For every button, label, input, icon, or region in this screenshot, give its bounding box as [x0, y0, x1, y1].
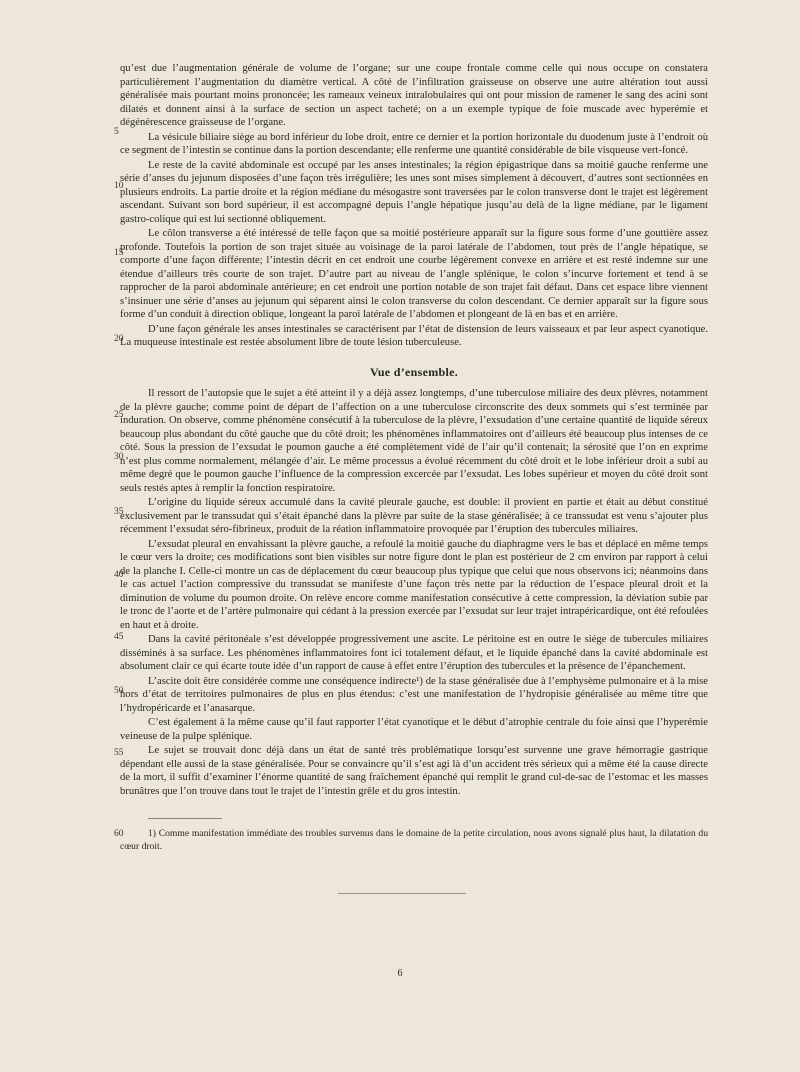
- line-number: 5: [114, 127, 119, 137]
- footnote: [120, 828, 708, 853]
- line-number: 30: [114, 452, 124, 462]
- line-number: 35: [114, 507, 124, 517]
- line-number: 55: [114, 748, 124, 758]
- page-number: 6: [397, 968, 403, 979]
- line-number: 15: [114, 248, 124, 258]
- body-text: [120, 62, 708, 799]
- paragraph: L’origine du liquide séreux accumulé dans la cavité pleurale gauche, est double: il provient en partie et était au début constitué exclusivement par le transsudat qui s’était épanché dans la plèvre par suite de la stase généralisée; à ce transsudat est venu s’ajouter plus récemment l’exsudat séro-fibrineux, produit de la réation inflammatoire provoquée par l’éruption des tubercules miliaires.: [120, 497, 708, 535]
- paragraph: La vésicule biliaire siège au bord inférieur du lobe droit, entre ce dernier et la portion horizontale du duodenum juste à l’endroit où ce segment de l’intestin se continue dans la portion descendante; elle renferme une quantité considérable de bile visqueuse vert-foncé.: [120, 131, 708, 156]
- footnote-text: 1) Comme manifestation immédiate des troubles survenus dans le domaine de la petite circulation, nous avons signalé plus haut, la dilatation du cœur droit.: [120, 828, 708, 852]
- paragraph: Le sujet se trouvait donc déjà dans un état de santé très problématique lorsqu’est survenne une grave hémorragie gastrique dépendant elle aussi de la stase généralisée. Pour se convaincre qu’il s’est agi là d’un accident très sérieux qui a même été la cause directe de la mort, il suffit d’examiner l’énorme quantité de sang fraîchement épanché qui remplit le grand cul-de-sac de l’estomac et les masses brunâtres que l’on trouve dans tout le trajet de l’intestin grêle et du gros intestin.: [120, 745, 708, 797]
- paragraph: D’une façon générale les anses intestinales se caractérisent par l’état de distension de leurs vaisseaux et par leur aspect cyanotique. La muqueuse intestinale est restée absolument libre de toute lésion tuberculeuse.: [120, 323, 708, 348]
- line-number: 25: [114, 410, 124, 420]
- line-number: 10: [114, 181, 124, 191]
- paragraph: C’est également à la même cause qu’il faut rapporter l’état cyanotique et le début d’atrophie centrale du foie ainsi que l’hyperémie veineuse de la pulpe splénique.: [120, 717, 708, 742]
- line-number: 60: [114, 829, 124, 839]
- line-number: 50: [114, 686, 124, 696]
- line-number: 45: [114, 632, 124, 642]
- paragraph: Le reste de la cavité abdominale est occupé par les anses intestinales; la région épigastrique dans sa moitié gauche renferme une série d’anses du jejunum disposées d’une façon très irrégulière; les unes sont mises simplement à découvert, d’autres sont sectionnées en plusieurs endroits. La partie droite et la région médiane du mésogastre sont traversées par le colon transverse dont le trajet est légèrement ascendant. Suivant son bord supérieur, il est accompagné depuis l’angle hépatique jusqu’au delà de la ligne médiane, par le ligament gastro-colique qui est lui sectionné obliquement.: [120, 159, 708, 225]
- footnote-rule: [148, 818, 222, 819]
- line-number: 40: [114, 570, 124, 580]
- section-heading: Vue d’ensemble.: [369, 364, 459, 379]
- line-number: 20: [114, 334, 124, 344]
- paragraph: Dans la cavité péritonéale s’est développée progressivement une ascite. Le péritoine est en outre le siége de tubercules miliaires disséminés à sa surface. Les phénomènes inflammatoires font ici totalement défaut, et le liquide épanché dans la cavité abdominale est absolument clair ce qui écarte toute idée d’un rapport de cause à effet entre l’éruption des tubercules et la présence de l’épanchement.: [120, 634, 708, 672]
- paragraph: Il ressort de l’autopsie que le sujet a été atteint il y a déjà assez longtemps, d’une tuberculose miliaire des deux plèvres, notamment de la plèvre gauche; comme point de départ de l’affection on a une tuberculose circonscrite des deux sommets qui s’est terminée par induration. On observe, comme phénomène consécutif à la tuberculose de la plèvre, l’exsudation d’une certaine quantité de liquide séreux beaucoup plus abondant du côté gauche que du côté droit; les phénomènes inflammatoires ont d’ailleurs été beaucoup plus intenses de ce côté. Sous la pression de l’exsudat le poumon gauche a été complètement vidé de l’air qu’il contenait; la sérosité que l’on en exprime n’est plus comme normalement, mélangée d’air. Le même processus a évolué récemment du côté droit et le lobe inférieur droit a subi au même degré que le poumon gauche l’influence de la compression excercée par l’exsudat. Les lobes supérieur et moyen du côté droit sont seuls restés aptes à remplir la fonction respiratoire.: [120, 388, 708, 494]
- paragraph: qu’est due l’augmentation générale de volume de l’organe; sur une coupe frontale comme celle qui nous occupe on constatera particulièrement l’augmentation du diamètre vertical. A côté de l’infiltration graisseuse on observe une autre altération tout aussi généralisée mais pourtant moins prononcée; les rameaux veineux intralobulaires qui ont pour mission de ramener le sang des acini sont dilatés et donnent ainsi à la surface de section un aspect tacheté; on a un exemple typique de foie muscade avec hyperémie et dégénérescence graisseuse de l’organe.: [120, 63, 708, 128]
- paragraph: Le côlon transverse a été intéressé de telle façon que sa moitié postérieure apparaît sur la figure sous forme d’une gouttière assez profonde. Toutefois la portion de son trajet située au voisinage de la paroi latérale de l’abdomen, tout près de l’angle hépatique, se comporte d’une façon différente; l’intestin décrit en cet endroit une courbe légèrement convexe en arrière et est resté indemne sur une étendue d’ailleurs très courte de son trajet. D’autre part au niveau de l’angle splénique, le colon s’incurve fortement et tend à se rapprocher de la paroi abdominale antérieure; en cet endroit une portion notable de son trajet fait défaut. Dans cet espace libre viennent s’insinuer une série d’anses au jejunum qui séparent ainsi le colon transverse du colon descendant. Ce dernier apparaît sur la figure sous forme d’un conduit à direction oblique, longeant la paroi latérale de l’abdomen et plongeant de là en bas et en arrière.: [120, 228, 708, 320]
- paragraph: L’exsudat pleural en envahissant la plèvre gauche, a refoulé la moitié gauche du diaphragme vers le bas et déplacé en même temps le cœur vers la droite; ces modifications sont bien visibles sur notre figure dont le plan est postérieur de 2 cm environ par rapport à celui de la planche I. Celle-ci montre un cas de déplacement du cœur beaucoup plus typique que celui que nous observons ici; néanmoins dans le cas actuel l’action compressive du transsudat se manifeste d’une façon très nette par la réduction de l’espace pleural droit et la diminution de volume du poumon droite. On relève encore comme manifestation consécutive à cette compression, la déviation subie par le tronc de l’aorte et de l’artère pulmonaire qui cédant à la pression exercée par l’exsudat sur leur trajet intrapéricardique, ont été refoulées en haut et à droite.: [120, 538, 708, 631]
- paragraph: L’ascite doit être considérée comme une conséquence indirecte¹) de la stase généralisée due à l’emphysème pulmonaire et à la mise hors d’état de territoires pulmonaires de plus en plus étendus: c’est une manifestation de l’hydropisie généralisée au même titre que l’hydropéricarde et l’anasarque.: [120, 675, 708, 714]
- separator-line: [338, 893, 466, 894]
